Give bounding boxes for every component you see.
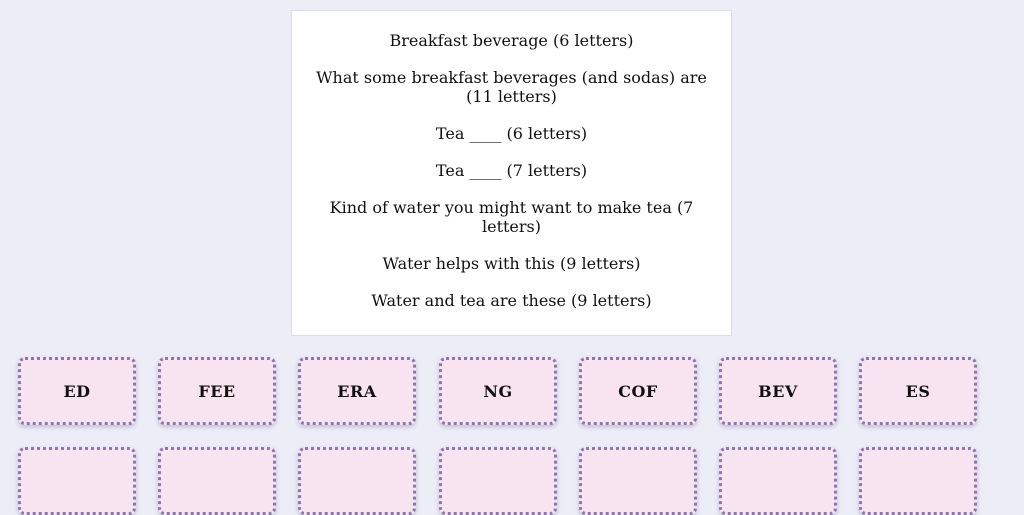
letter-tile[interactable]: COF xyxy=(579,357,697,425)
letter-tile[interactable] xyxy=(859,447,977,515)
letter-tile[interactable] xyxy=(18,447,136,515)
letter-tile[interactable] xyxy=(158,447,276,515)
clue-7: Water and tea are these (9 letters) xyxy=(371,291,652,310)
clue-6: Water helps with this (9 letters) xyxy=(382,254,641,273)
letter-tile[interactable]: ES xyxy=(859,357,977,425)
clue-5: Kind of water you might want to make tea (7 letters) xyxy=(329,198,694,236)
clue-1: Breakfast beverage (6 letters) xyxy=(389,31,634,50)
letter-tile[interactable]: NG xyxy=(439,357,557,425)
letter-tile[interactable] xyxy=(298,447,416,515)
letter-tile[interactable] xyxy=(579,447,697,515)
letter-tile[interactable] xyxy=(439,447,557,515)
letter-tile[interactable] xyxy=(719,447,837,515)
letter-tile[interactable]: FEE xyxy=(158,357,276,425)
letter-tile[interactable]: ERA xyxy=(298,357,416,425)
letter-tile[interactable]: ED xyxy=(18,357,136,425)
letter-tile[interactable]: BEV xyxy=(719,357,837,425)
clue-panel xyxy=(291,10,732,336)
clue-2: What some breakfast beverages (and sodas) are (11 letters) xyxy=(316,68,707,106)
clue-3: Tea ____ (6 letters) xyxy=(435,124,588,143)
clue-4: Tea ____ (7 letters) xyxy=(435,161,588,180)
